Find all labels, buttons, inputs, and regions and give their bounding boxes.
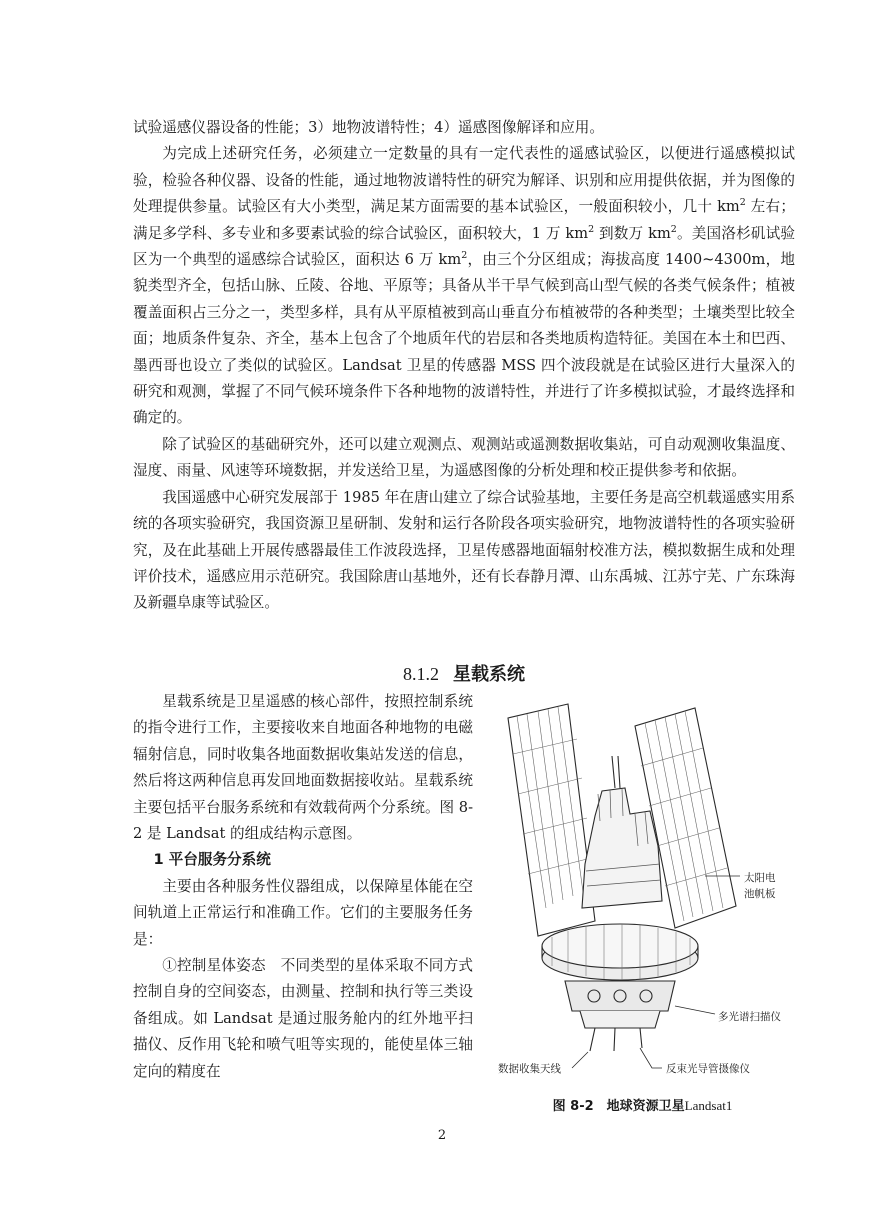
paragraph: 除了试验区的基础研究外，还可以建立观测点、观测站或遥测数据收集站，可自动观测收集温度、湿度、雨量、风速等环境数据，并发送给卫星，为遥感图像的分析处理和校正提供参考和依据。 [133, 435, 795, 480]
paragraph: 试验遥感仪器设备的性能；3）地物波谱特性；4）遥感图像解译和应用。 [133, 119, 604, 136]
section-number: 8.1.2 [403, 664, 439, 684]
subsection-heading: 1 平台服务分系统 [153, 851, 271, 869]
page-number: 2 [437, 1128, 447, 1143]
left-column-text [133, 689, 473, 1085]
label-solar-panel-line2: 池帆板 [744, 888, 776, 900]
paragraph: 主要由各种服务性仪器组成，以保障星体能在空间轨道上正常运行和准确工作。它们的主要服务任务是： [133, 877, 473, 948]
paragraph: 星载系统是卫星遥感的核心部件，按照控制系统的指令进行工作，主要接收来自地面各种地物的电磁辐射信息，同时收集各地面数据收集站发送的信息，然后将这两种信息再发回地面数据接收站。星载系统主要包括平台服务系统和有效载荷两个分系统。图 8-2 是 Landsat 的组成结构示意图。 [133, 693, 473, 843]
sensor-bus [565, 981, 675, 1011]
label-mss: 多光谱扫描仪 [718, 1011, 781, 1023]
figure-caption: 图 8-2 地球资源卫星Landsat1 [552, 1098, 733, 1114]
label-data-collection-antenna: 数据收集天线 [498, 1063, 561, 1075]
paragraph: 为完成上述研究任务，必须建立一定数量的具有一定代表性的遥感试验区，以便进行遥感模拟试验，检验各种仪器、设备的性能，通过地物波谱特性的研究为解译、识别和应用提供依据，并为图像的处理提供参量。试验区有大小类型，满足某方面需要的基本试验区，一般面积较小，几十 $km^2$ 左右；满足多学科、多专业和多要素试验的综合试验区，面积较大，1 万 $km^2$ 到数万 $km^2$。美国洛杉矶试验区为一个典型的遥感综合试验区，面积达 6 万 $km^2$，由三个分区组成；海拔高度 1400~4300m，地貌类型齐全，包括山脉、丘陵、谷地、平原等；具备从半干旱气候到高山型气候的各类气候条件；植被覆盖面积占三分之一，类型多样，具有从平原植被到高山垂直分布植被带的各种类型；土壤类型比较全面；地质条件复杂、齐全，基本上包含了个地质年代的岩层和各类地质构造特征。美国在本土和巴西、墨西哥也设立了类似的试验区。Landsat 卫星的传感器 MSS 四个波段就是在试验区进行大量深入的研究和观测，掌握了不同气候环境条件下各种地物的波谱特性，并进行了许多模拟试验，才最终选择和确定的。 [133, 145, 796, 427]
label-rbv-camera: 反束光导管摄像仪 [666, 1063, 750, 1075]
landsat-satellite-drawing [490, 696, 795, 1091]
antenna-mast [612, 756, 620, 788]
satellite-figure [490, 696, 795, 1126]
paragraph: 我国遥感中心研究发展部于 1985 年在唐山建立了综合试验基地，主要任务是高空机载遥感实用系统的各项实验研究，我国资源卫星研制、发射和运行各阶段各项实验研究，地物波谱特性的各项实验研究，及在此基础上开展传感器最佳工作波段选择，卫星传感器地面辐射校准方法，模拟数据生成和处理评价技术，遥感应用示范研究。我国除唐山基地外，还有长春静月潭、山东禹城、江苏宁芜、广东珠海及新疆阜康等试验区。 [133, 488, 795, 612]
section-title: 星载系统 [453, 664, 525, 685]
paragraph: ①控制星体姿态 不同类型的星体采取不同方式控制自身的空间姿态，由测量、控制和执行等三类设备组成。如 Landsat 是通过服务舱内的红外地平扫描仪、反作用飞轮和喷气咀等实现的，能使星体三轴定向的精度在 [133, 957, 473, 1080]
main-text-block [133, 115, 795, 617]
label-solar-panel-line1: 太阳电 [744, 872, 776, 884]
section-heading [133, 659, 795, 690]
